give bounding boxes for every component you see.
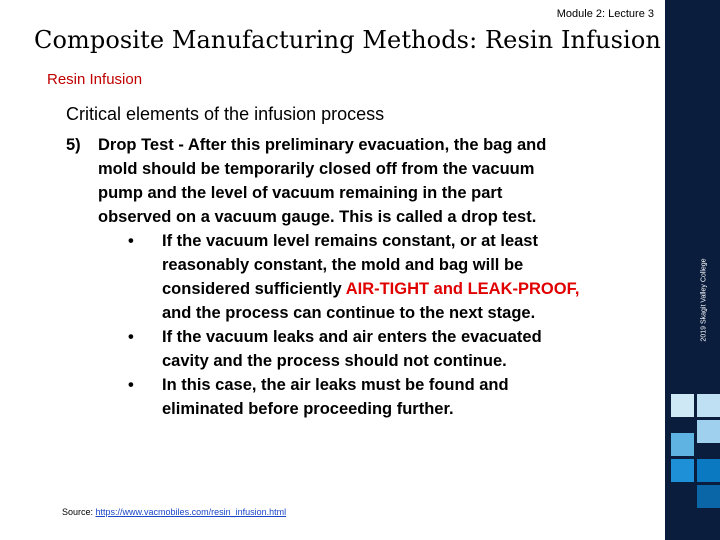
module-label: Module 2: Lecture 3 <box>556 8 654 20</box>
bullet-text: considered sufficiently <box>162 280 346 298</box>
bullet-line <box>66 277 606 301</box>
bullet-icon: • <box>128 376 134 394</box>
bullet-line: reasonably constant, the mold and bag will be <box>162 256 524 274</box>
decorative-square <box>671 433 694 456</box>
bullet-line <box>66 373 606 397</box>
item-line: mold should be temporarily closed off from the vacuum <box>98 160 535 178</box>
decorative-square <box>697 485 720 508</box>
slide-heading: Critical elements of the infusion process <box>66 104 385 124</box>
bullet-line <box>66 229 606 253</box>
decorative-square <box>697 420 720 443</box>
bullet-text: If the vacuum leaks and air enters the evacuated <box>162 328 542 346</box>
page-title: Composite Manufacturing Methods: Resin Infusion <box>34 26 661 54</box>
sidebar-copyright: 2019 Skagit Valley College <box>700 258 708 342</box>
section-label: Resin Infusion <box>47 71 143 88</box>
item-line: pump and the level of vacuum remaining in the part <box>98 184 503 202</box>
item-line <box>66 133 606 157</box>
bullet-line <box>66 325 606 349</box>
decorative-square <box>671 459 694 482</box>
bullet-text: If the vacuum level remains constant, or at least <box>162 232 538 250</box>
item-number: 5) <box>66 136 81 154</box>
highlighted-text: AIR-TIGHT and LEAK-PROOF, <box>345 280 580 298</box>
bullet-line: cavity and the process should not continue. <box>162 352 507 370</box>
source-label: Source: <box>62 507 96 517</box>
bullet-icon: • <box>128 328 134 346</box>
content-body <box>66 133 606 421</box>
decorative-square <box>671 394 694 417</box>
item-text: Drop Test - After this preliminary evacuation, the bag and <box>98 136 547 154</box>
source-link[interactable]: https://www.vacmobiles.com/resin_infusion.html <box>95 507 287 517</box>
bullet-icon: • <box>128 232 134 250</box>
source-citation <box>62 507 286 517</box>
bullet-line: and the process can continue to the next stage. <box>162 304 536 322</box>
bullet-text: In this case, the air leaks must be found and <box>162 376 509 394</box>
item-line: observed on a vacuum gauge. This is called a drop test. <box>98 208 537 226</box>
decorative-square <box>697 394 720 417</box>
bullet-line: eliminated before proceeding further. <box>162 400 454 418</box>
decorative-square <box>697 459 720 482</box>
